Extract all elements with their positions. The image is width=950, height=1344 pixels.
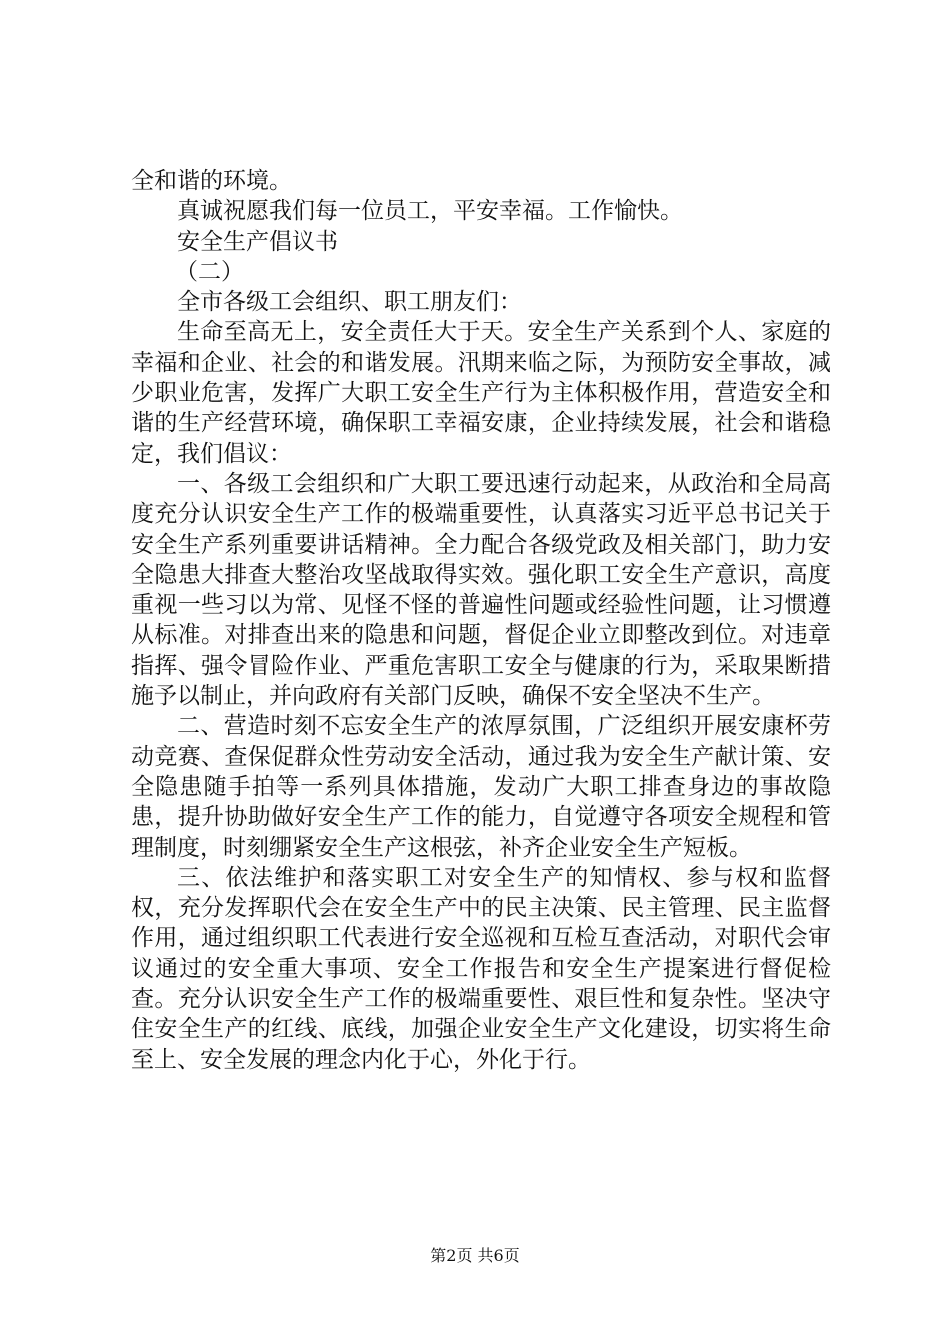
page-number-footer: 第2页 共6页 [430,1246,520,1265]
paragraph-wishes: 真诚祝愿我们每一位员工，平安幸福。工作愉快。 [177,198,683,225]
paragraph-item-3: 三、依法维护和落实职工对安全生产的知情权、参与权和监督权，充分发挥职代会在安全生产中的民主决策、民主管理、民主监督作用，通过组织职工代表进行安全巡视和互检互查活动，对职代会审议通过的安全重大事项、安全工作报告和安全生产提案进行督促检查。充分认识安全生产工作的极端重要性、艰巨性和复杂性。坚决守住安全生产的红线、底线，加强企业安全生产文化建设，切实将生命至上、安全发展的理念内化于心，外化于行。 [131,864,831,1073]
paragraph-item-1: 一、各级工会组织和广大职工要迅速行动起来，从政治和全局高度充分认识安全生产工作的极端重要性，认真落实习近平总书记关于安全生产系列重要讲话精神。全力配合各级党政及相关部门，助力安全隐患大排查大整治攻坚战取得实效。强化职工安全生产意识，高度重视一些习以为常、见怪不怪的普遍性问题或经验性问题，让习惯遵从标准。对排查出来的隐患和问题，督促企业立即整改到位。对违章指挥、强令冒险作业、严重危害职工安全与健康的行为，采取果断措施予以制止，并向政府有关部门反映，确保不安全坚决不生产。 [131,470,831,710]
section-number: （二） [175,258,244,285]
paragraph-intro: 生命至高无上，安全责任大于天。安全生产关系到个人、家庭的幸福和企业、社会的和谐发展。汛期来临之际，为预防安全事故，减少职业危害，发挥广大职工安全生产行为主体积极作用，营造安全和谐的生产经营环境，确保职工幸福安康，企业持续发展，社会和谐稳定，我们倡议： [131,319,831,467]
paragraph-continuation: 全和谐的环境。 [131,168,292,194]
document-body [131,166,831,1075]
salutation: 全市各级工会组织、职工朋友们： [177,289,522,316]
document-heading: 安全生产倡议书 [177,228,338,255]
paragraph-item-2: 二、营造时刻不忘安全生产的浓厚氛围，广泛组织开展安康杯劳动竞赛、查保促群众性劳动安全活动，通过我为安全生产献计策、安全隐患随手拍等一系列具体措施，发动广大职工排查身边的事故隐患，提升协助做好安全生产工作的能力，自觉遵守各项安全规程和管理制度，时刻绷紧安全生产这根弦，补齐企业安全生产短板。 [131,713,831,861]
